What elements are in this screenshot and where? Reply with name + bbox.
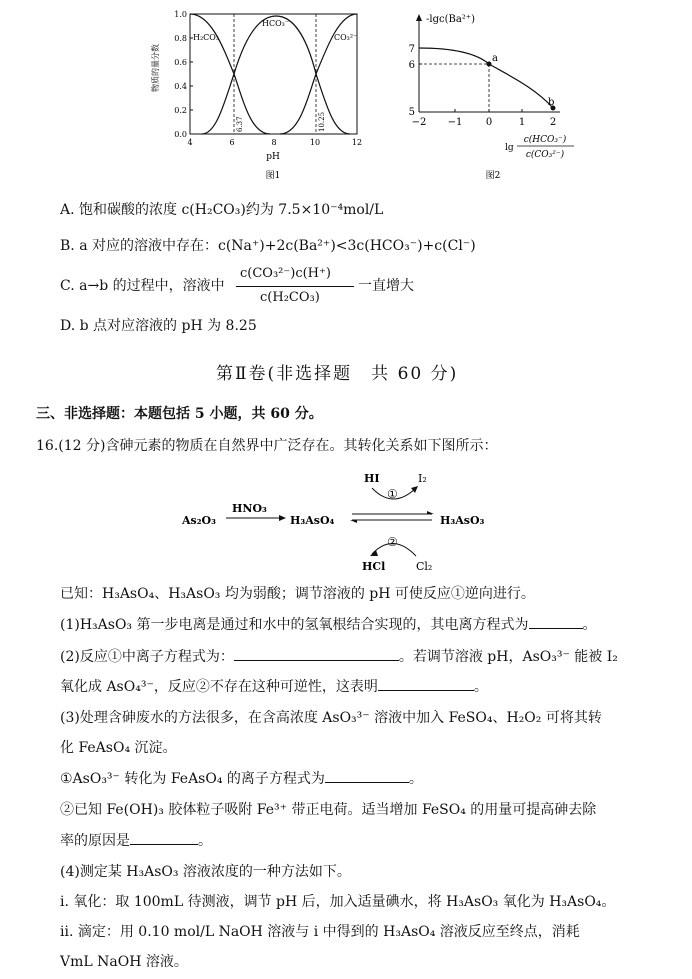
part-3-sub-2-answer-blank[interactable]: [130, 830, 198, 845]
fig2-yaxis-arrow: [416, 14, 422, 21]
fig2-ytick: 7: [408, 44, 415, 55]
part-3-sub-2-line-1: ②已知 Fe(OH)₃ 胶体粒子吸附 Fe³⁺ 带正电荷。适当增加 FeSO₄ 的用量可提高砷去除: [60, 802, 597, 818]
fig2-caption: 图2: [485, 171, 501, 181]
scheme-hcl: HCl: [362, 560, 386, 573]
scheme-h3aso3: H₃AsO₃: [440, 514, 485, 527]
scheme-eq-bottom-head: [350, 520, 357, 523]
part-1: [60, 614, 597, 635]
fig2-xtick: −2: [411, 117, 427, 128]
fig1-ytick: 0.8: [174, 34, 187, 43]
part-2-answer-blank-2[interactable]: [378, 676, 474, 691]
fig1-ylabel: 物质的量分数: [151, 44, 160, 92]
fig1-xtick: 6: [229, 138, 235, 147]
fig2-point-a: [487, 62, 492, 67]
fig1-ytick: 0.6: [174, 58, 187, 67]
fig2-ytick: 6: [408, 60, 415, 71]
fig2-xtick: 0: [485, 117, 493, 128]
fig1-yticks: [174, 10, 187, 139]
fig1-xlabel: pH: [266, 152, 280, 162]
fig1-curve-h2co3: [190, 14, 270, 134]
fig2-ytick: 5: [408, 107, 415, 118]
fig1-ytick: 0.4: [174, 82, 187, 91]
part-3-sub-1-period: 。: [408, 771, 423, 787]
fig2-xtick: 1: [518, 117, 526, 128]
fig2-yticks: [409, 44, 415, 118]
scheme-cl2: Cl₂: [416, 560, 433, 573]
fig2-xnum: c(HCO₃⁻): [523, 135, 567, 145]
option-c-fraction-line: [236, 286, 354, 287]
scheme-eq-top-head: [427, 511, 434, 514]
part-2-line-1: [60, 646, 618, 667]
known-conditions: 已知：H₃AsO₄、H₃AsO₃ 均为弱酸；调节溶液的 pH 可使反应①逆向进行。: [60, 586, 535, 602]
fig1-mark-1025: 10.25: [318, 111, 326, 132]
part-4-intro: (4)测定某 H₃AsO₃ 溶液浓度的一种方法如下。: [60, 864, 351, 880]
option-c-numerator: c(CO₃²⁻)c(H⁺): [240, 266, 331, 281]
scheme-hno3: HNO₃: [232, 502, 267, 515]
part-2-period: 。: [473, 679, 488, 695]
question-16-stem: 16.(12 分)含砷元素的物质在自然界中广泛存在。其转化关系如下图所示：: [36, 438, 498, 454]
fig2-xprefix: lg: [505, 143, 514, 153]
fig2-xtick: −1: [447, 117, 463, 128]
fig1-ytick: 1.0: [174, 10, 187, 19]
scheme-arrowhead-1: [279, 515, 286, 521]
option-b: B. a 对应的溶液中存在：c(Na⁺)+2c(Ba²⁺)<3c(HCO₃⁻)+c(Cl⁻): [60, 238, 476, 254]
part-4-step-i: ⅰ. 氧化：取 100mL 待测液，调节 pH 后，加入适量碘水，将 H₃AsO₃ 氧化为 H₃AsO₄。: [60, 894, 616, 910]
part-3-sub-2-period: 。: [198, 833, 212, 849]
part-1-answer-blank[interactable]: [529, 614, 583, 629]
fig1-ytick: 0.0: [174, 130, 187, 139]
fig2-ylabel: -lgc(Ba²⁺): [426, 14, 475, 25]
fig2-curve: [419, 48, 553, 108]
part-2-text-c: 氧化成 AsO₄³⁻，反应②不存在这种可逆性，这表明: [60, 679, 378, 695]
fig1-caption: 图1: [265, 171, 281, 181]
part-3-line-2: 化 FeAsO₄ 沉淀。: [60, 740, 177, 756]
part-2-answer-blank-1[interactable]: [234, 646, 399, 661]
scheme-reaction-1: ①: [387, 487, 398, 501]
part-3-sub-1-text: ①AsO₃³⁻ 转化为 FeAsO₄ 的离子方程式为: [60, 771, 325, 787]
fig2-xticks: [412, 117, 557, 128]
section-3-heading: 三、非选择题：本题包括 5 小题，共 60 分。: [36, 406, 323, 422]
part-3-sub-2-line-2: [60, 830, 212, 851]
fig2-label-b: b: [548, 97, 555, 108]
part-4-step-ii-cont: VmL NaOH 溶液。: [60, 954, 188, 970]
fig1-xticks: [187, 138, 362, 147]
part-3-sub-1-answer-blank[interactable]: [325, 768, 409, 783]
fig1-mark-637: 6.37: [236, 116, 244, 132]
part-3-sub-2-text: 率的原因是: [60, 833, 130, 849]
scheme-curve-2-head: [370, 550, 378, 556]
scheme-i2: I₂: [418, 472, 427, 485]
fig1-xtick: 8: [271, 138, 277, 147]
part-1-text: (1)H₃AsO₃ 第一步电离是通过和水中的氢氧根结合实现的，其电离方程式为: [60, 617, 529, 633]
scheme-hi: HI: [364, 472, 380, 485]
section-title: 第Ⅱ卷(非选择题 共 60 分): [216, 364, 459, 384]
fig2-tickmarks: [419, 48, 522, 112]
part-2-text-a: (2)反应①中离子方程式为：: [60, 649, 234, 665]
fig1-xtick: 4: [187, 138, 193, 147]
fig1-ytick: 0.2: [174, 106, 187, 115]
part-2-text-b: 。若调节溶液 pH，AsO₃³⁻ 能被 I₂: [398, 649, 618, 665]
fig1-xtick: 12: [351, 138, 363, 147]
arsenic-reaction-scheme: [180, 466, 510, 576]
option-c-suffix: 一直增大: [358, 278, 414, 294]
fig2-xden: c(CO₃²⁻): [525, 150, 565, 160]
part-1-period: 。: [582, 617, 597, 633]
fig1-curve-hco3: [202, 16, 350, 134]
fig2-label-a: a: [492, 53, 498, 64]
scheme-reaction-2: ②: [387, 535, 398, 549]
fig1-label-co3: CO₃²⁻: [334, 33, 358, 42]
option-a: A. 饱和碳酸的浓度 c(H₂CO₃)约为 7.5×10⁻⁴mol/L: [60, 202, 384, 218]
part-3-line-1: (3)处理含砷废水的方法很多，在含高浓度 AsO₃³⁻ 溶液中加入 FeSO₄、H₂O₂ 可将其转: [60, 710, 602, 726]
fig1-label-h2co3: H₂CO₃: [193, 33, 220, 42]
scheme-as2o3: As₂O₃: [182, 514, 216, 527]
option-c-denominator: c(H₂CO₃): [260, 290, 320, 305]
part-2-line-2: [60, 676, 488, 697]
part-3-sub-1: [60, 768, 423, 789]
fig1-xtick: 10: [309, 138, 321, 147]
fig1-label-hco3: HCO₃⁻: [262, 19, 290, 28]
figure-2-ba-chart: [400, 4, 600, 184]
fig2-xtick: 2: [549, 117, 557, 128]
option-c-prefix: C. a→b 的过程中，溶液中: [60, 278, 225, 294]
part-4-step-ii: ⅱ. 滴定：用 0.10 mol/L NaOH 溶液与 ⅰ 中得到的 H₃AsO₄ 溶液反应至终点，消耗: [60, 924, 580, 940]
scheme-h3aso4: H₃AsO₄: [290, 514, 335, 527]
figure-1-speciation-chart: [150, 4, 375, 184]
option-d: D. b 点对应溶液的 pH 为 8.25: [60, 318, 257, 334]
